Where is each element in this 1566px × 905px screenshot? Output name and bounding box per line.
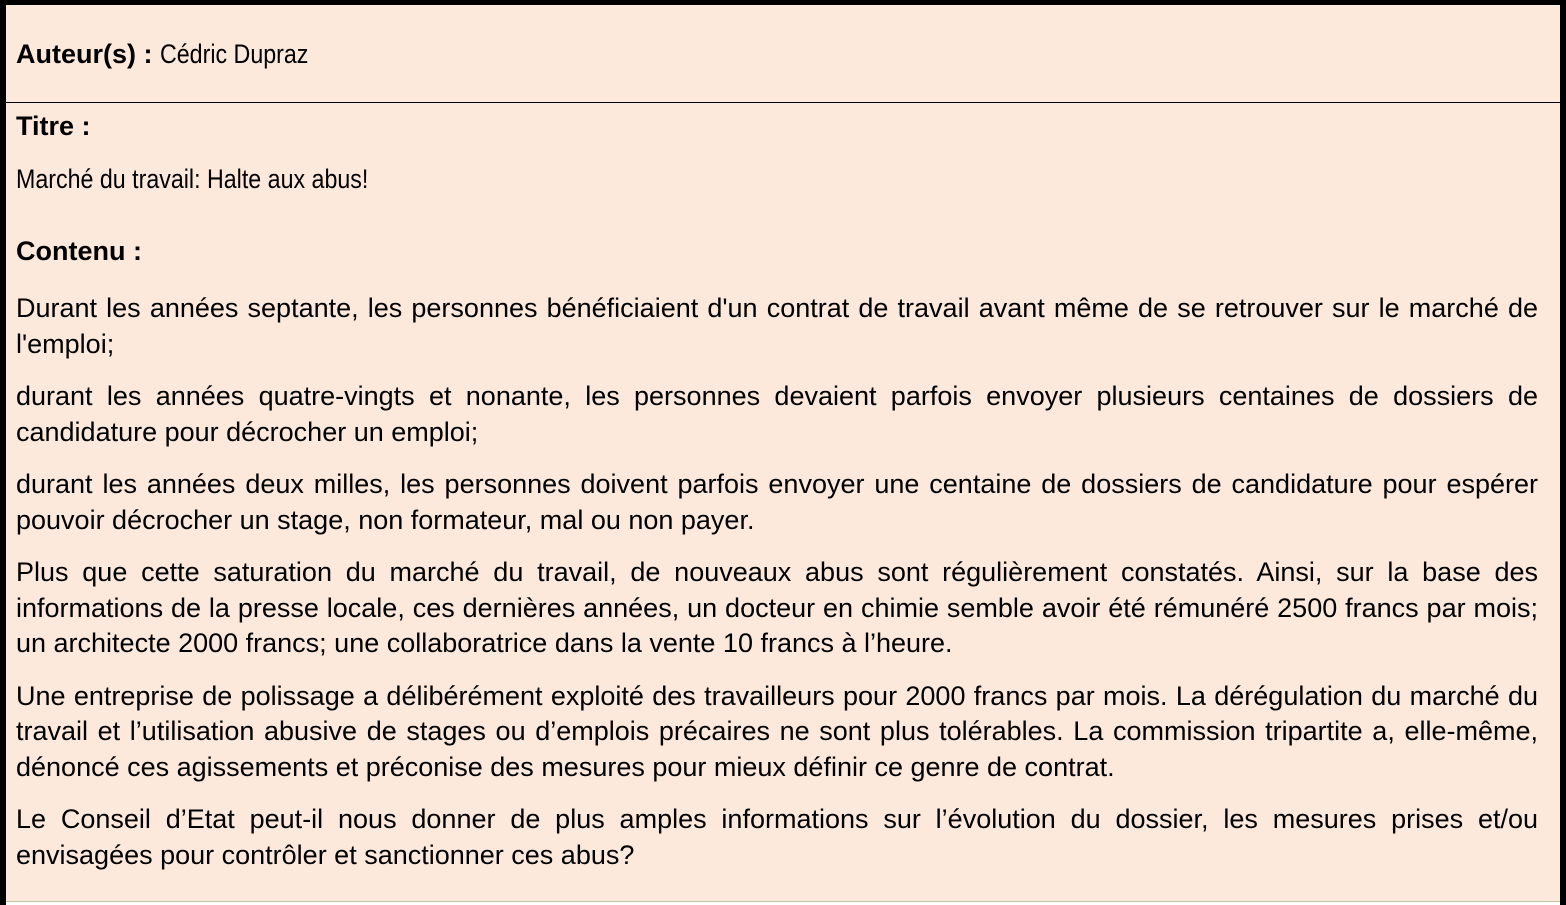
content-paragraph: Durant les années septante, les personnes bénéficiaient d'un contrat de travail avant même de se retrouver sur le marché de l'emploi; — [16, 293, 1538, 359]
title-value: Marché du travail: Halte aux abus! — [16, 164, 369, 194]
author-name: Cédric Dupraz — [160, 39, 309, 69]
content-paragraph: Une entreprise de polissage a délibérément exploité des travailleurs pour 2000 francs par mois. La dérégulation du marché du travail et l’utilisation abusive de stages ou d’emplois précaires ne sont plus tolérables. La commission tripartite a, elle-même, dénoncé ces agissements et préconise des mesures pour mieux définir ce genre de contrat. — [16, 680, 1538, 782]
content-paragraph: Plus que cette saturation du marché du travail, de nouveaux abus sont régulièrement constatés. Ainsi, sur la base des informations de la presse locale, ces dernières années, un docteur en chimie semble avoir été rémunéré 2500 francs par mois; un architecte 2000 francs; une collaboratrice dans la vente 10 francs à l’heure. — [16, 557, 1538, 658]
bottom-edge — [6, 901, 1560, 905]
content-body — [16, 291, 1538, 890]
title-label: Titre : — [16, 111, 91, 141]
content-paragraph: durant les années deux milles, les personnes doivent parfois envoyer une centaine de dossiers de candidature pour espérer pouvoir décrocher un stage, non formateur, mal ou non payer. — [16, 469, 1538, 535]
border-gap — [0, 200, 6, 220]
author-section — [6, 5, 1560, 103]
content-paragraph: durant les années quatre-vingts et nonante, les personnes devaient parfois envoyer plusieurs centaines de dossiers de candidature pour décrocher un emploi; — [16, 381, 1538, 447]
content-label: Contenu : — [16, 236, 142, 266]
author-line — [16, 37, 333, 71]
content-paragraph: Le Conseil d’Etat peut-il nous donner de plus amples informations sur l’évolution du dossier, les mesures prises et/ou envisagées pour contrôler et sanctionner ces abus? — [16, 804, 1538, 870]
author-label: Auteur(s) : — [16, 39, 153, 69]
